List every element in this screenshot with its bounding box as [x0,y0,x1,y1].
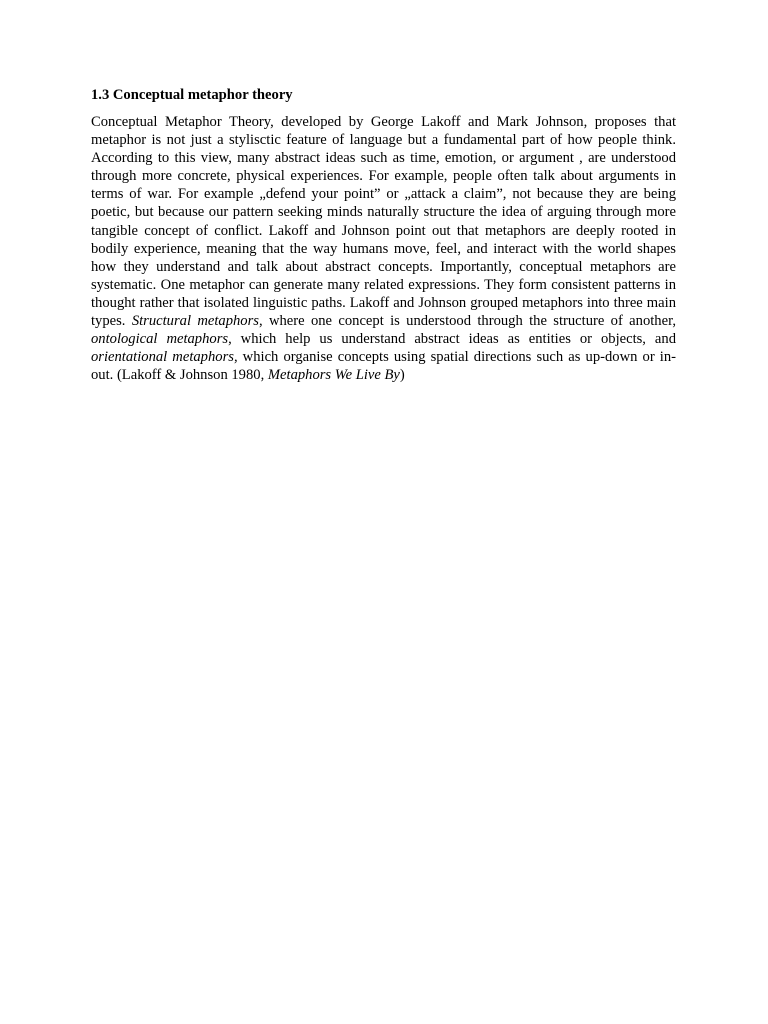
paragraph-text: , which organise concepts using spatial directions such as up-down or in-out. (Lakoff & Johnson 1980, [91,349,676,384]
italic-term-ontological: ontological metaphors [91,331,229,348]
section-heading: 1.3 Conceptual metaphor theory [91,87,293,103]
paragraph-text: , where one concept is understood through the structure of another, [258,313,677,330]
italic-book-title: Metaphors We Live By [267,367,400,384]
paragraph-text: , which help us understand abstract ideas as entities or objects, and [228,331,676,348]
paragraph-text: Conceptual Metaphor Theory, developed by George Lakoff and Mark Johnson, proposes that metaphor is not just a stylisctic feature of language but a fundamental part of how people think. According to this view, many abstract ideas such as time, emotion, or argument , are understood through more concrete, physical experiences. For example, people often talk about arguments in terms of war. For example „defend your point” or „attack a claim”, not because they are being poetic, but because our pattern seeking minds naturally structure the idea of arguing through more tangible concept of conflict. Lakoff and Johnson point out that metaphors are deeply rooted in bodily experience, meaning that the way humans move, feel, and interact with the world shapes how they understand and talk about abstract concepts. Importantly, conceptual metaphors are systematic. One metaphor can generate many related expressions. They form consistent patterns in thought rather that isolated linguistic paths. Lakoff and Johnson grouped metaphors into three main types. [91,114,676,330]
body-paragraph [91,113,676,384]
paragraph-text: ) [399,367,405,384]
italic-term-structural: Structural metaphors [131,313,259,330]
document-content [91,86,676,384]
italic-term-orientational: orientational metaphors [91,349,234,366]
